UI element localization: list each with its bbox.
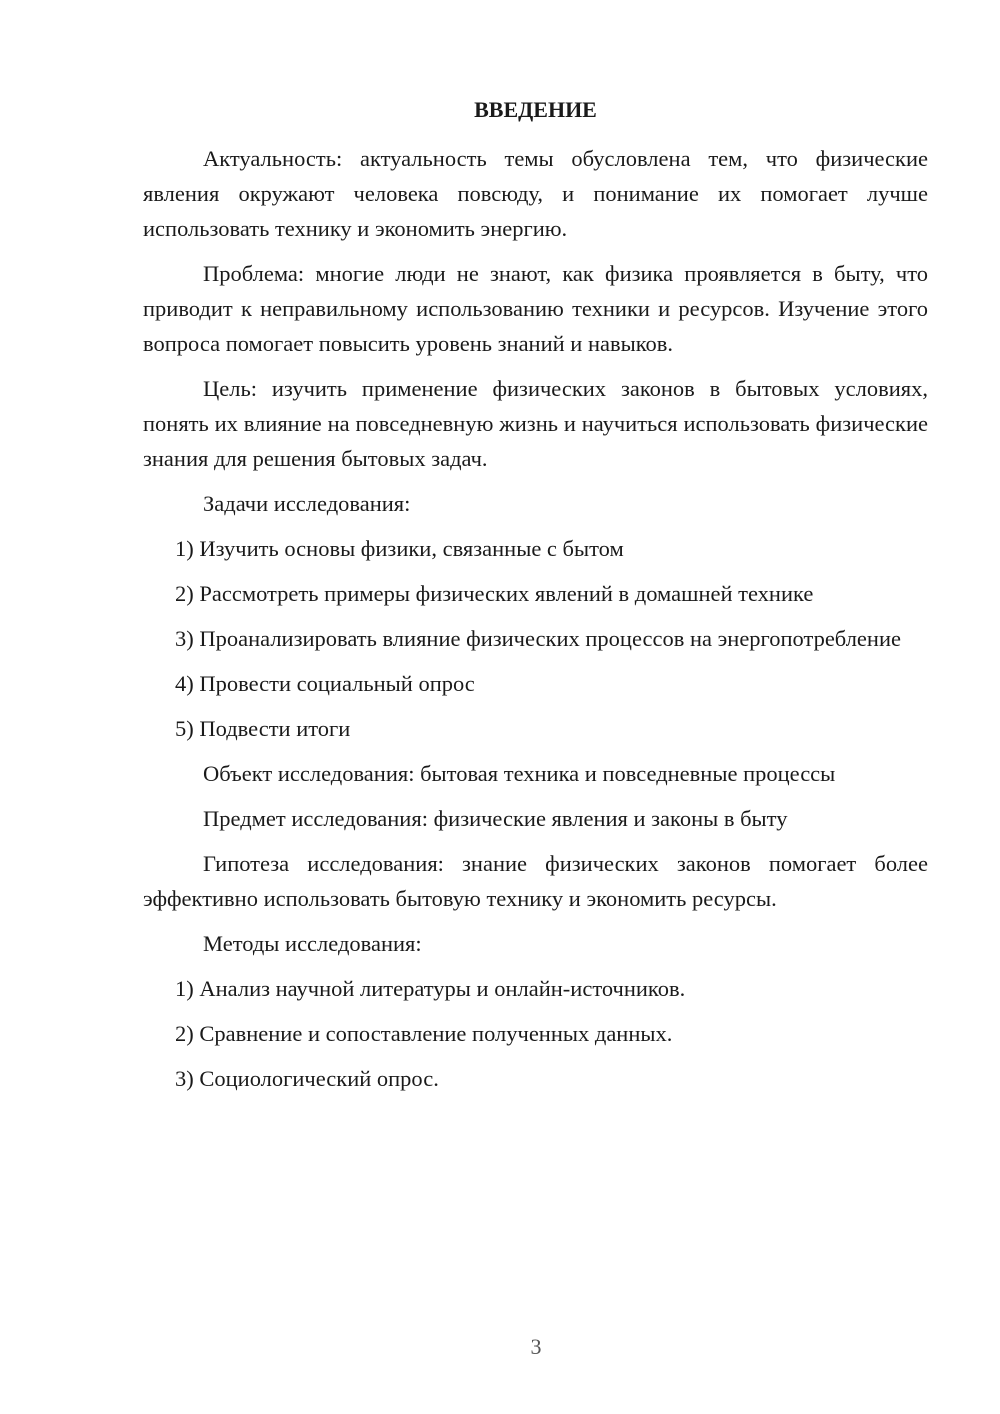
methods-list <box>143 971 928 1096</box>
list-item: 4) Провести социальный опрос <box>175 671 475 696</box>
list-item: 2) Сравнение и сопоставление полученных данных. <box>175 1021 673 1046</box>
list-item: 1) Изучить основы физики, связанные с бытом <box>175 536 624 561</box>
list-item: 5) Подвести итоги <box>175 716 351 741</box>
list-item: 1) Анализ научной литературы и онлайн-источников. <box>175 976 686 1001</box>
list-item: 2) Рассмотреть примеры физических явлений в домашней технике <box>175 581 814 606</box>
relevance-paragraph: Актуальность: актуальность темы обусловлена тем, что физические явления окружают человека повсюду, и понимание их помогает лучше использовать технику и экономить энергию. <box>143 146 928 241</box>
methods-heading: Методы исследования: <box>203 931 422 956</box>
page-number: 3 <box>530 1334 542 1359</box>
hypothesis-paragraph: Гипотеза исследования: знание физических законов помогает более эффективно использовать бытовую технику и экономить ресурсы. <box>143 851 928 911</box>
problem-paragraph: Проблема: многие люди не знают, как физика проявляется в быту, что приводит к неправильному использованию техники и ресурсов. Изучение этого вопроса помогает повысить уровень знаний и навыков. <box>143 261 928 356</box>
section-title: ВВЕДЕНИЕ <box>474 97 597 122</box>
tasks-heading: Задачи исследования: <box>203 491 411 516</box>
list-item: 3) Проанализировать влияние физических процессов на энергопотребление <box>175 626 901 651</box>
document-body <box>143 92 928 1106</box>
subject-paragraph: Предмет исследования: физические явления и законы в быту <box>203 806 788 831</box>
list-item: 3) Социологический опрос. <box>175 1066 439 1091</box>
tasks-list <box>143 531 928 746</box>
object-paragraph: Объект исследования: бытовая техника и повседневные процессы <box>203 761 836 786</box>
goal-paragraph: Цель: изучить применение физических законов в бытовых условиях, понять их влияние на повседневную жизнь и научиться использовать физические знания для решения бытовых задач. <box>143 376 928 471</box>
